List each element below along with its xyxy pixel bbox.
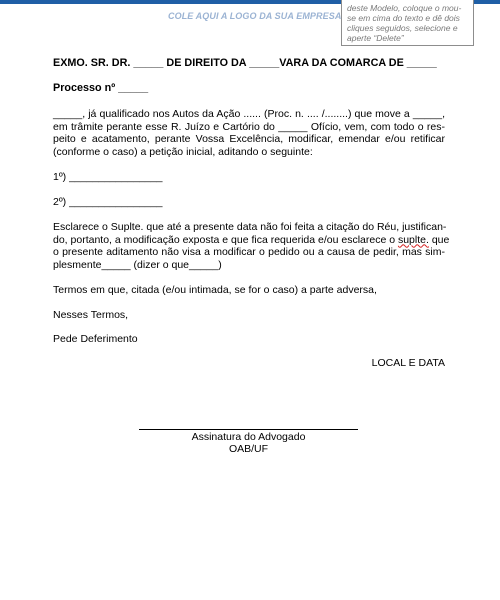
closing-termos[interactable]: Termos em que, citada (e/ou intimada, se for o caso) a parte adversa, xyxy=(53,284,377,296)
note-line: se em cima do texto e dê dois xyxy=(347,13,460,23)
addressee-header[interactable]: EXMO. SR. DR. _____ DE DIREITO DA _____VARA DA COMARCA DE _____ xyxy=(53,57,437,69)
item-2[interactable]: 2º) ________________ xyxy=(53,196,163,208)
paragraph-line: em trâmite perante esse R. Juízo e Cartório do _____ Ofício, vem, com todo o res- xyxy=(53,120,445,133)
local-and-date[interactable]: LOCAL E DATA xyxy=(371,357,445,369)
logo-placeholder: COLE AQUI A LOGO DA SUA EMPRESA xyxy=(168,11,342,21)
closing-pede-deferimento[interactable]: Pede Deferimento xyxy=(53,333,138,345)
note-line: aperte “Delete” xyxy=(347,33,404,43)
paragraph-line: peito e acatamento, perante Vossa Excelência, modificar, emendar e/ou retificar xyxy=(53,133,445,145)
paragraph-clarification[interactable] xyxy=(53,221,450,271)
processo-number[interactable]: Processo nº _____ xyxy=(53,82,149,94)
text-run: do, portanto, a modificação exposta e que fica requerida e/ou esclarece o xyxy=(53,233,398,246)
signature-line xyxy=(139,429,358,430)
paragraph-line: (conforme o caso) a petição inicial, aditando o seguinte: xyxy=(53,145,313,158)
spellcheck-flagged-word: suplte. xyxy=(397,233,429,246)
text-run: que xyxy=(428,233,450,246)
note-line: cliques seguidos, selecione e xyxy=(347,23,458,33)
note-line: deste Modelo, coloque o mou- xyxy=(347,3,462,13)
oab-label[interactable]: OAB/UF xyxy=(228,443,269,455)
paragraph-line: o presente aditamento não visa a modificar o pedido ou a causa de pedir, mas sim- xyxy=(53,246,445,258)
paragraph-intro[interactable] xyxy=(53,108,445,158)
paragraph-line: _____, já qualificado nos Autos da Ação ...... (Proc. n. .... /........) que move a _____, xyxy=(53,108,445,120)
item-1[interactable]: 1º) ________________ xyxy=(53,171,163,183)
closing-nesses-termos[interactable]: Nesses Termos, xyxy=(53,309,129,321)
paragraph-line: Esclarece o Suplte. que até a presente data não foi feita a citação do Réu, justifican- xyxy=(53,221,447,233)
paragraph-line xyxy=(53,233,450,247)
paragraph-line: plesmente_____ (dizer o que_____) xyxy=(53,258,222,271)
template-instruction-note xyxy=(341,0,474,46)
signature-label[interactable]: Assinatura do Advogado xyxy=(191,431,306,443)
